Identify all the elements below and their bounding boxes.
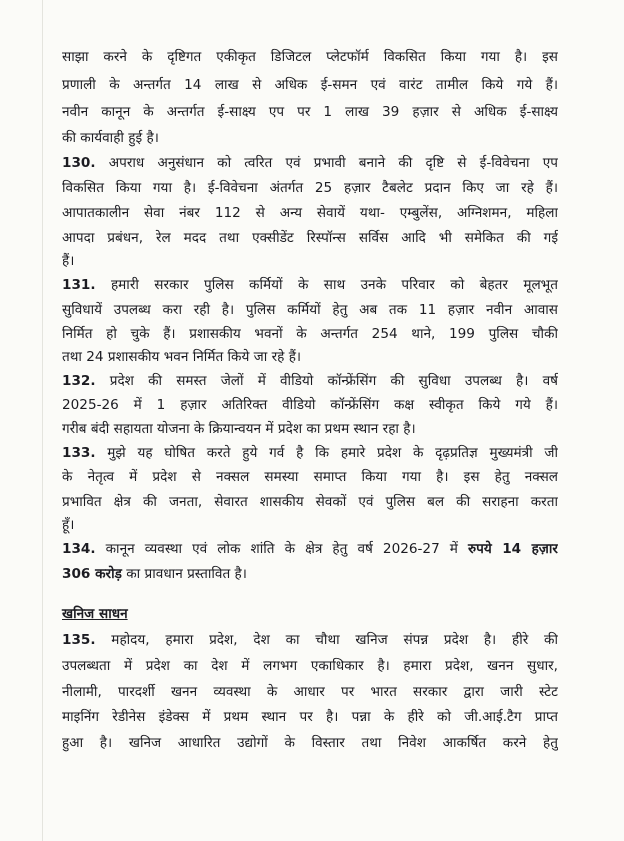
text-line: विकसित किया गया है। ई-विवेचना अंतर्गत 25 हज़ार टैबलेट प्रदान किए जा रहे हैं। bbox=[62, 180, 558, 196]
text-line: साझा करने के दृष्टिगत एकीकृत डिजिटल प्लेटफॉर्म विकसित किया गया है। इस bbox=[62, 49, 558, 65]
paragraph-text: का प्रावधान प्रस्तावित है। bbox=[121, 566, 247, 582]
paragraph-133-line bbox=[62, 443, 558, 465]
text-line: सुविधायें उपलब्ध करा रही है। पुलिस कर्मियों हेतु अब तक 11 हज़ार नवीन आवास bbox=[62, 302, 558, 318]
text-line: हूँ। bbox=[62, 517, 75, 533]
paragraph-number: 131. bbox=[62, 277, 96, 293]
text-line: निर्मित हो चुके हैं। प्रशासकीय भवनों के अन्तर्गत 254 थाने, 199 पुलिस चौकी bbox=[62, 326, 558, 342]
text-line: 2025-26 में 1 हज़ार अतिरिक्त वीडियो कॉन्फ्रेंसिंग कक्ष स्वीकृत किये गये हैं। bbox=[62, 397, 558, 413]
text-line: गरीब बंदी सहायता योजना के क्रियान्वयन में प्रदेश का प्रथम स्थान रहा है। bbox=[62, 421, 416, 437]
text-line: तथा 24 प्रशासकीय भवन निर्मित किये जा रहे हैं। bbox=[62, 349, 302, 365]
section-heading: खनिज साधन bbox=[62, 606, 128, 622]
budget-amount-text: रुपये 14 हज़ार bbox=[467, 541, 558, 557]
paragraph-text: मुझे यह घोषित करते हुये गर्व है कि हमारे प्रदेश के दृढ़प्रतिज्ञ मुख्यमंत्री जी bbox=[95, 445, 558, 461]
paragraph-text: हमारी सरकार पुलिस कर्मियों के साथ उनके परिवार को बेहतर मूलभूत bbox=[95, 277, 558, 293]
text-line: उपलब्धता में प्रदेश का देश में लगभग एकाधिकार है। हमारा प्रदेश, खनन सुधार, bbox=[62, 658, 558, 674]
text-line: माइनिंग रेडीनेस इंडेक्स में प्रथम स्थान पर है। पन्ना के हीरे को जी.आई.टैग प्राप्त bbox=[62, 709, 558, 725]
paragraph-text: प्रदेश की समस्त जेलों में वीडियो कॉन्फ्रेंसिंग की सुविधा उपलब्ध है। वर्ष bbox=[95, 373, 558, 389]
text-line bbox=[62, 564, 558, 586]
text-line: प्रणाली के अन्तर्गत 14 लाख से अधिक ई-समन एवं वारंट तामील किये गये हैं। bbox=[62, 77, 558, 93]
paragraph-131-line bbox=[62, 275, 558, 297]
paragraph-text: महोदय, हमारा प्रदेश, देश का चौथा खनिज संपन्न प्रदेश है। हीरे की bbox=[95, 632, 558, 648]
paragraph-text: अपराध अनुसंधान को त्वरित एवं प्रभावी बनाने की दृष्टि से ई-विवेचना एप bbox=[95, 155, 558, 171]
paragraph-number: 133. bbox=[62, 445, 96, 461]
paragraph-135-line bbox=[62, 630, 558, 652]
text-line: आपातकालीन सेवा नंबर 112 से अन्य सेवायें यथा- एम्बुलेंस, अग्निशमन, महिला bbox=[62, 205, 558, 221]
paragraph-number: 132. bbox=[62, 373, 96, 389]
text-line: आपदा प्रबंधन, रेल मदद तथा एक्सीडेंट रिस्पॉन्स सर्विस आदि भी समेकित की गई bbox=[62, 230, 558, 246]
text-line: हैं। bbox=[62, 253, 75, 269]
paragraph-130-line bbox=[62, 153, 558, 175]
text-line: की कार्यवाही हुई है। bbox=[62, 130, 159, 146]
budget-amount-text: 306 करोड़ bbox=[62, 566, 122, 582]
paragraph-number: 134. bbox=[62, 541, 96, 557]
text-line: प्रभावित क्षेत्र की जनता, सेवारत शासकीय सेवकों एवं पुलिस बल की सराहना करता bbox=[62, 494, 558, 510]
text-line: हुआ है। खनिज आधारित उद्योगों के विस्तार तथा निवेश आकर्षित करने हेतु bbox=[62, 735, 558, 751]
paragraph-132-line bbox=[62, 371, 558, 393]
paragraph-text: कानून व्यवस्था एवं लोक शांति के क्षेत्र हेतु वर्ष 2026-27 में bbox=[95, 541, 468, 557]
text-line: नवीन कानून के अन्तर्गत ई-साक्ष्य एप पर 1 लाख 39 हज़ार से अधिक ई-साक्ष्य bbox=[62, 104, 558, 120]
text-line: नीलामी, पारदर्शी खनन व्यवस्था के आधार पर भारत सरकार द्वारा जारी स्टेट bbox=[62, 684, 558, 700]
text-line: के नेतृत्व में प्रदेश से नक्सल समस्या समाप्त किया गया है। इस हेतु नक्सल bbox=[62, 469, 558, 485]
paragraph-134-line bbox=[62, 539, 558, 561]
paragraph-number: 130. bbox=[62, 155, 96, 171]
page-fold-line bbox=[42, 0, 43, 841]
paragraph-number: 135. bbox=[62, 632, 96, 648]
